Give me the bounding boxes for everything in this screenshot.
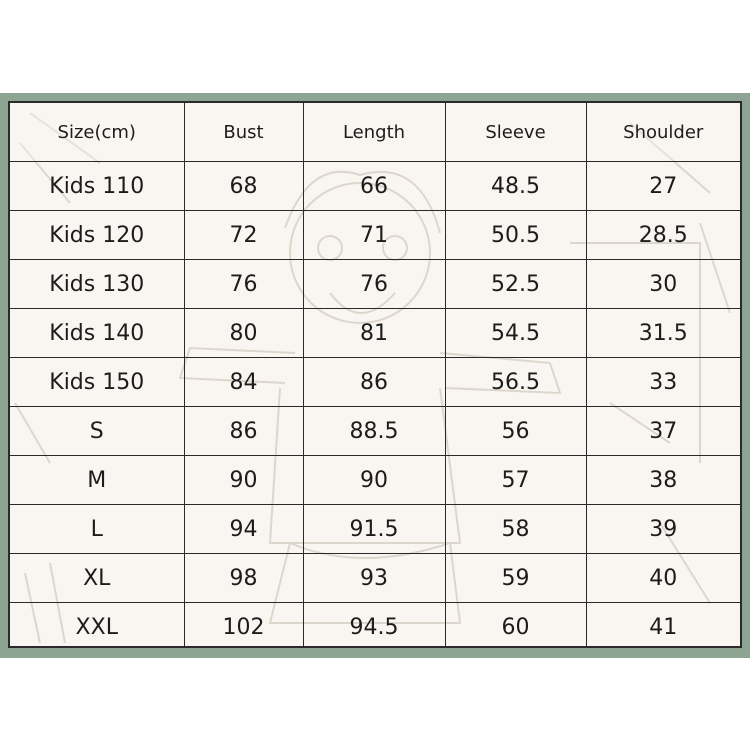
cell-shoulder: 41 xyxy=(586,603,740,649)
table-row xyxy=(10,309,740,358)
cell-shoulder: 33 xyxy=(586,358,740,407)
cell-bust: 76 xyxy=(184,260,303,309)
cell-size: Kids 130 xyxy=(10,260,184,309)
cell-shoulder: 38 xyxy=(586,456,740,505)
cell-sleeve: 57 xyxy=(445,456,586,505)
cell-size: XXL xyxy=(10,603,184,649)
cell-size: Kids 120 xyxy=(10,211,184,260)
cell-size: Kids 110 xyxy=(10,162,184,211)
cell-size: XL xyxy=(10,554,184,603)
table-row xyxy=(10,260,740,309)
cell-bust: 94 xyxy=(184,505,303,554)
table-row xyxy=(10,603,740,649)
table-row xyxy=(10,358,740,407)
cell-sleeve: 54.5 xyxy=(445,309,586,358)
cell-length: 71 xyxy=(303,211,445,260)
cell-sleeve: 50.5 xyxy=(445,211,586,260)
header-shoulder: Shoulder xyxy=(586,103,740,162)
header-length: Length xyxy=(303,103,445,162)
cell-size: L xyxy=(10,505,184,554)
cell-length: 91.5 xyxy=(303,505,445,554)
cell-sleeve: 59 xyxy=(445,554,586,603)
header-row xyxy=(10,103,740,162)
size-chart-card xyxy=(8,101,742,648)
cell-length: 88.5 xyxy=(303,407,445,456)
cell-shoulder: 39 xyxy=(586,505,740,554)
cell-bust: 86 xyxy=(184,407,303,456)
cell-shoulder: 31.5 xyxy=(586,309,740,358)
header-sleeve: Sleeve xyxy=(445,103,586,162)
cell-length: 86 xyxy=(303,358,445,407)
header-size: Size(cm) xyxy=(10,103,184,162)
cell-shoulder: 37 xyxy=(586,407,740,456)
table-row xyxy=(10,211,740,260)
cell-size: Kids 140 xyxy=(10,309,184,358)
cell-bust: 68 xyxy=(184,162,303,211)
table-row xyxy=(10,505,740,554)
cell-sleeve: 56.5 xyxy=(445,358,586,407)
cell-length: 93 xyxy=(303,554,445,603)
table-row xyxy=(10,554,740,603)
cell-size: S xyxy=(10,407,184,456)
cell-size: M xyxy=(10,456,184,505)
green-frame xyxy=(0,93,750,658)
cell-sleeve: 48.5 xyxy=(445,162,586,211)
cell-bust: 90 xyxy=(184,456,303,505)
header-bust: Bust xyxy=(184,103,303,162)
table-row xyxy=(10,162,740,211)
cell-sleeve: 60 xyxy=(445,603,586,649)
size-table xyxy=(10,103,740,648)
cell-sleeve: 56 xyxy=(445,407,586,456)
cell-shoulder: 30 xyxy=(586,260,740,309)
cell-bust: 72 xyxy=(184,211,303,260)
cell-length: 76 xyxy=(303,260,445,309)
table-row xyxy=(10,456,740,505)
cell-length: 94.5 xyxy=(303,603,445,649)
cell-sleeve: 58 xyxy=(445,505,586,554)
cell-size: Kids 150 xyxy=(10,358,184,407)
cell-shoulder: 27 xyxy=(586,162,740,211)
cell-length: 81 xyxy=(303,309,445,358)
cell-bust: 98 xyxy=(184,554,303,603)
cell-bust: 84 xyxy=(184,358,303,407)
table-row xyxy=(10,407,740,456)
cell-shoulder: 40 xyxy=(586,554,740,603)
cell-length: 90 xyxy=(303,456,445,505)
cell-length: 66 xyxy=(303,162,445,211)
cell-sleeve: 52.5 xyxy=(445,260,586,309)
cell-bust: 80 xyxy=(184,309,303,358)
cell-shoulder: 28.5 xyxy=(586,211,740,260)
cell-bust: 102 xyxy=(184,603,303,649)
